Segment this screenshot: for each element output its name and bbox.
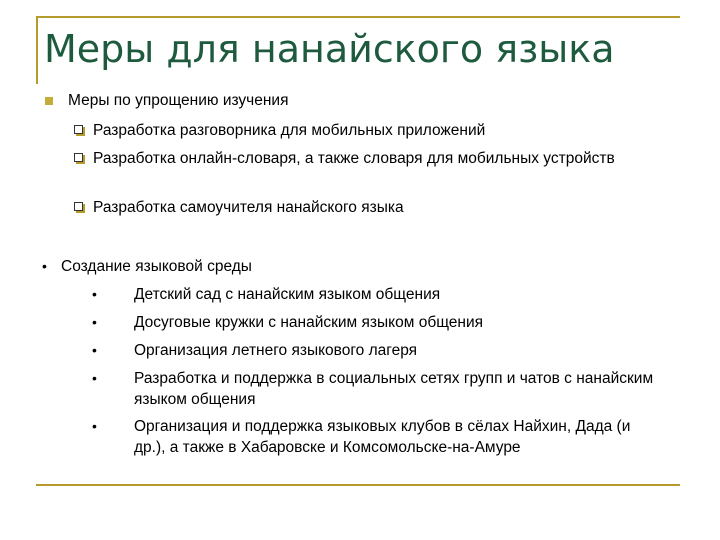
list-item [92,284,674,305]
section-heading [42,256,681,277]
dot-bullet-icon: • [92,418,97,434]
square-bullet-icon [45,97,53,105]
list-item-text: Организация и поддержка языковых клубов в сёлах Найхин, Дада (и др.), а также в Хабаровске и Комсомольске-на-Амуре [134,418,631,456]
bottom-rule [36,484,680,486]
hollow-square-bullet-icon [74,125,83,134]
list-item-text: Разработка разговорника для мобильных приложений [93,122,486,139]
hollow-square-bullet-icon [74,153,83,162]
list-item [92,368,664,410]
list-item-text: Организация летнего языкового лагеря [134,342,418,359]
list-item [93,120,653,141]
section-heading [68,90,688,111]
list-item-text: Разработка самоучителя нанайского языка [93,199,404,216]
list-item [92,340,674,361]
list-item [92,312,674,333]
section-heading-text: Меры по упрощению изучения [68,92,289,109]
slide-title: Меры для нанайского языка [44,27,615,71]
section-heading-text: Создание языковой среды [61,258,252,275]
list-item-text: Досуговые кружки с нанайским языком общения [134,314,484,331]
hollow-square-bullet-icon [74,202,83,211]
top-rule [36,16,680,18]
dot-bullet-icon: • [42,258,47,274]
list-item [92,416,664,458]
list-item-text: Разработка онлайн-словаря, а также словаря для мобильных устройств [93,150,615,167]
dot-bullet-icon: • [92,370,97,386]
left-rule [36,16,38,84]
dot-bullet-icon: • [92,314,97,330]
list-item [93,148,633,169]
dot-bullet-icon: • [92,342,97,358]
list-item [93,197,653,218]
list-item-text: Разработка и поддержка в социальных сетях групп и чатов с нанайским языком общения [134,370,654,408]
dot-bullet-icon: • [92,286,97,302]
list-item-text: Детский сад с нанайским языком общения [134,286,441,303]
